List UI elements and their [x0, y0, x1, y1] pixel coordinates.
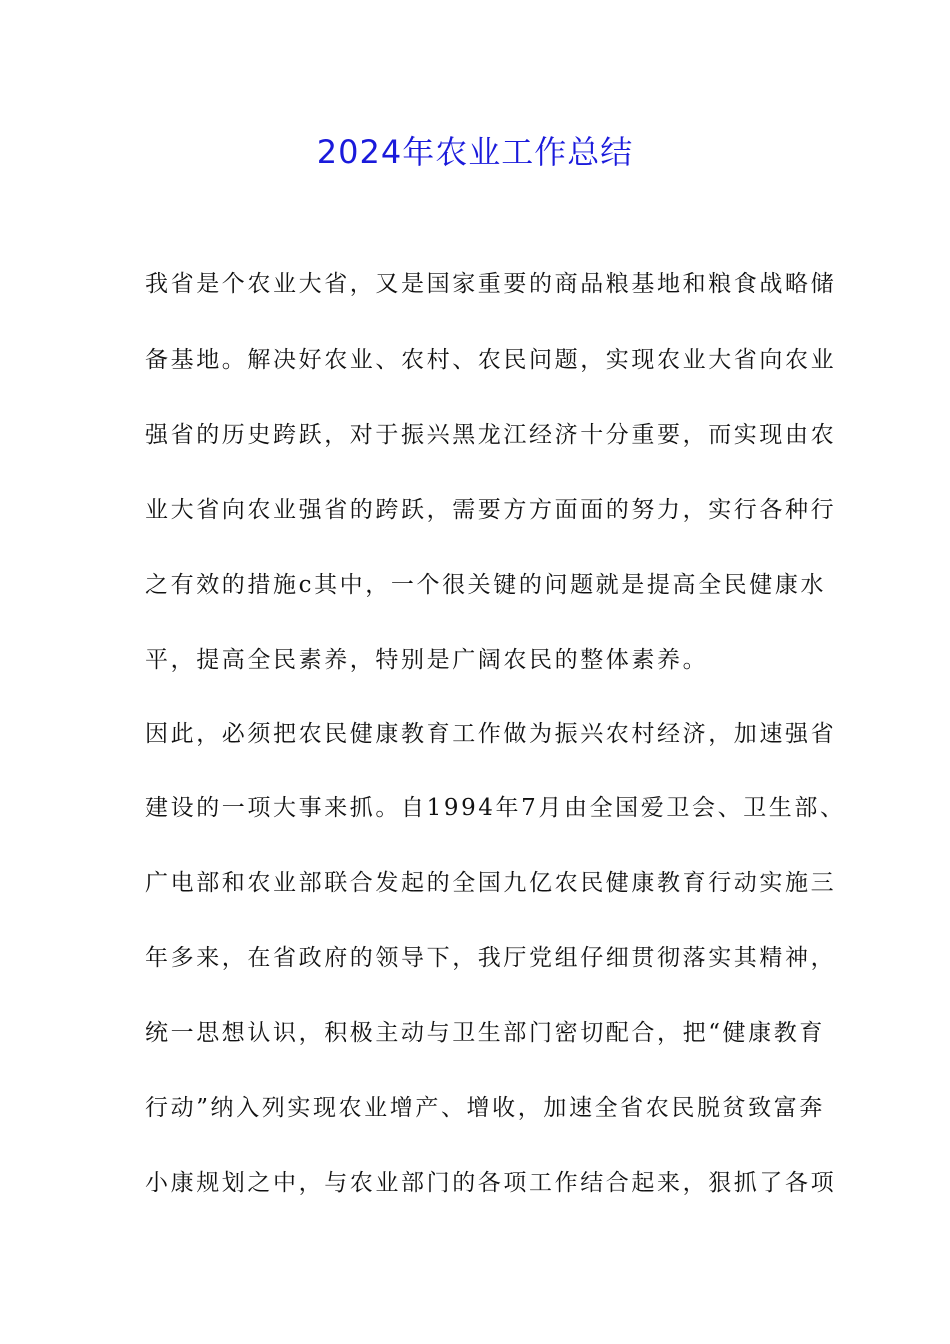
document-title: 2024年农业工作总结	[316, 133, 634, 171]
paragraph-line: 强省的历史跨跃，对于振兴黑龙江经济十分重要，而实现由农	[145, 422, 837, 448]
paragraph-line: 之有效的措施c其中，一个很关键的问题就是提高全民健康水	[145, 572, 827, 598]
paragraph-line: 我省是个农业大省，又是国家重要的商品粮基地和粮食战略储	[145, 271, 837, 297]
paragraph-line: 备基地。解决好农业、农村、农民问题，实现农业大省向农业	[145, 347, 837, 373]
paragraph-line: 因此，必须把农民健康教育工作做为振兴农村经济，加速强省	[145, 721, 837, 747]
paragraph-line: 业大省向农业强省的跨跃，需要方方面面的努力，实行各种行	[145, 497, 837, 523]
paragraph-line: 平，提高全民素养，特别是广阔农民的整体素养。	[145, 647, 709, 673]
paragraph-line: 小康规划之中，与农业部门的各项工作结合起来，狠抓了各项	[145, 1170, 837, 1196]
paragraph-line: 广电部和农业部联合发起的全国九亿农民健康教育行动实施三	[145, 870, 837, 896]
paragraph-line: 年多来，在省政府的领导下，我厅党组仔细贯彻落实其精神，	[145, 945, 837, 971]
paragraph-line: 统一思想认识，积极主动与卫生部门密切配合，把“健康教育	[145, 1020, 825, 1046]
paragraph-line: 行动”纳入列实现农业增产、增收，加速全省农民脱贫致富奔	[145, 1095, 825, 1121]
paragraph-line: 建设的一项大事来抓。自1994年7月由全国爱卫会、卫生部、	[145, 795, 846, 821]
